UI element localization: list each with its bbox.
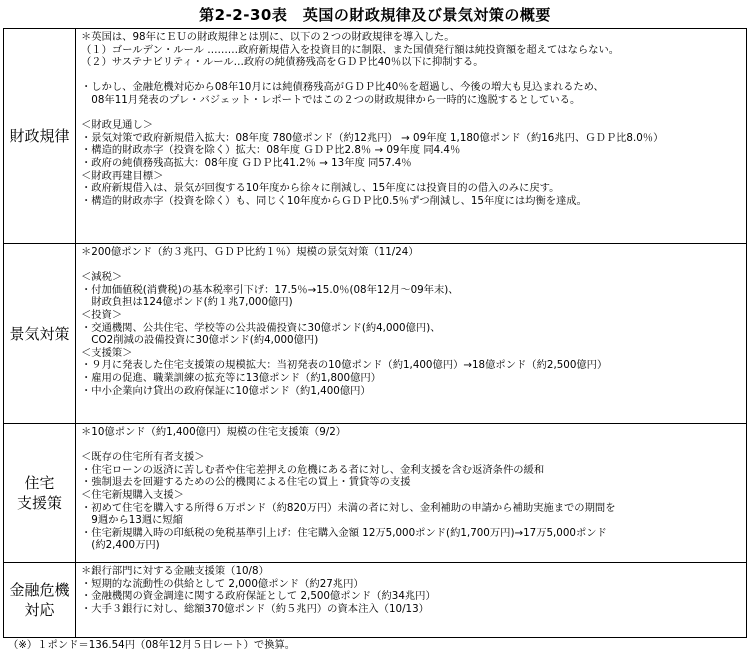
content-line: ・構造的財政赤字（投資を除く）拡大：08年度 ＧＤＰ比2.8％ → 09年度 同4.4％	[81, 144, 461, 157]
summary-table	[3, 28, 747, 638]
content-line: （２）サステナビリティ・ルール…政府の純債務残高をＧＤＰ比40％以下に抑制する。	[81, 56, 484, 69]
content-line: ＜減税＞	[81, 271, 123, 284]
content-line: （１）ゴールデン・ルール ………政府新規借入を投資目的に制限、また国債発行額は純投資額を超えてはならない。	[81, 43, 620, 56]
row-heading-line: 財政規律	[9, 127, 70, 145]
row-housing-support	[4, 424, 747, 563]
content-line: CO2削減の設備投資に30億ポンド(約4,000億円)	[81, 334, 319, 347]
content-line: ・初めて住宅を購入する所得６万ポンド（約820万円）未満の者に対し、金利補助の申請から補助実施までの期間を	[81, 501, 616, 514]
row-heading-line: 金融危機	[9, 581, 70, 599]
content-line: ＜既存の住宅所有者支援＞	[81, 451, 205, 464]
content-line	[81, 397, 742, 410]
page-title: 第2-2-30表 英国の財政規律及び景気対策の概要	[199, 6, 551, 24]
row-content	[76, 563, 747, 638]
row-economic-stimulus	[4, 244, 747, 424]
content-line: ・住宅ローンの返済に苦しむ者や住宅差押えの危機にある者に対し、金利支援を含む返済条件の緩和	[81, 463, 545, 476]
row-heading-line: 対応	[24, 601, 55, 619]
content-line: (約2,400万円)	[81, 539, 160, 552]
row-content	[76, 424, 747, 563]
row-heading-line: 住宅	[24, 474, 55, 492]
content-line: ＊200億ポンド（約３兆円、ＧＤＰ比約１％）規模の景気対策（11/24）	[81, 246, 419, 258]
content-line: ・９月に発表した住宅支援策の規模拡大：当初発表の10億ポンド（約1,400億円）→18億ポンド（約2,500億円）	[81, 359, 608, 372]
content-line: ・金融機関の資金調達に関する政府保証として 2,500億ポンド（約34兆円）	[81, 590, 436, 603]
row-heading	[4, 244, 76, 424]
row-heading	[4, 563, 76, 638]
row-heading-line: 景気対策	[9, 324, 70, 343]
row-heading	[4, 29, 76, 244]
content-line: ・中小企業向け貸出の政府保証に10億ポンド（約1,400億円）	[81, 384, 371, 397]
content-line	[81, 207, 742, 220]
content-line	[81, 107, 742, 120]
content-line: ・短期的な流動性の供給として 2,000億ポンド（約27兆円）	[81, 577, 364, 590]
content-line: ・交通機関、公共住宅、学校等の公共設備投資に30億ポンド(約4,000億円)、	[81, 321, 441, 334]
content-line: ＜財政再建目標＞	[81, 169, 164, 182]
content-line: ＜支援策＞	[81, 346, 133, 359]
content-line: ・景気対策で政府新規借入拡大：08年度 780億ポンド（約12兆円） → 09年度 1,180億ポンド（約16兆円、ＧＤＰ比8.0％）	[81, 131, 664, 144]
content-line: 9週から13週に短縮	[81, 514, 184, 527]
row-content	[76, 29, 747, 244]
content-line: ＊英国は、98年にＥＵの財政規律とは別に、以下の２つの財政規律を導入した。	[81, 31, 455, 43]
content-line: ・付加価値税(消費税)の基本税率引下げ：17.5％→15.0％(08年12月～09年末)、	[81, 283, 459, 296]
content-line: ＊10億ポンド（約1,400億円）規模の住宅支援策（9/2）	[81, 426, 347, 438]
content-line: ＊銀行部門に対する金融支援策（10/8）	[81, 565, 269, 577]
content-line	[81, 439, 742, 452]
content-line: ・しかし、金融危機対応から08年10月には純債務残高がＧＤＰ比40％を超過し、今後の増大も見込まれるため、	[81, 81, 604, 94]
content-line	[81, 259, 742, 272]
content-line: ＜財政見通し＞	[81, 119, 154, 132]
footnote: （※）１ポンド＝136.54円（08年12月５日レート）で換算。	[8, 639, 296, 651]
row-fiscal-discipline	[4, 29, 747, 244]
row-financial-crisis	[4, 563, 747, 638]
row-heading-line: 支援策	[16, 494, 62, 512]
content-line: 財政負担は124億ポンド(約１兆7,000億円)	[81, 296, 293, 309]
content-line: ・構造的財政赤字（投資を除く）も、同じく10年度からＧＤＰ比0.5％ずつ削減し、15年度には均衡を達成。	[81, 194, 587, 207]
content-line: ・強制退去を回避するための公的機関による住宅の買上・賃貸等の支援	[81, 476, 411, 489]
row-heading	[4, 424, 76, 563]
content-line: ・政府の純債務残高拡大：08年度 ＧＤＰ比41.2％ → 13年度 同57.4％	[81, 156, 412, 169]
content-line: ・政府新規借入は、景気が回復する10年度から徐々に削減し、15年度には投資目的の借入のみに戻す。	[81, 182, 560, 195]
content-line: ＜投資＞	[81, 308, 123, 321]
content-line: ・大手３銀行に対し、総額370億ポンド（約５兆円）の資本注入（10/13）	[81, 602, 429, 615]
content-line: ＜住宅新規購入支援＞	[81, 488, 184, 501]
content-line: ・住宅新規購入時の印紙税の免税基準引上げ：住宅購入金額 12万5,000ポンド(約1,700万円)→17万5,000ポンド	[81, 526, 607, 539]
content-line: ・雇用の促進、職業訓練の拡充等に13億ポンド（約1,800億円）	[81, 371, 382, 384]
content-line	[81, 69, 742, 82]
content-line: 08年11月発表のプレ・バジェット・レポートではこの２つの財政規律から一時的に逸脱するとしている。	[81, 93, 581, 106]
row-content	[76, 244, 747, 424]
